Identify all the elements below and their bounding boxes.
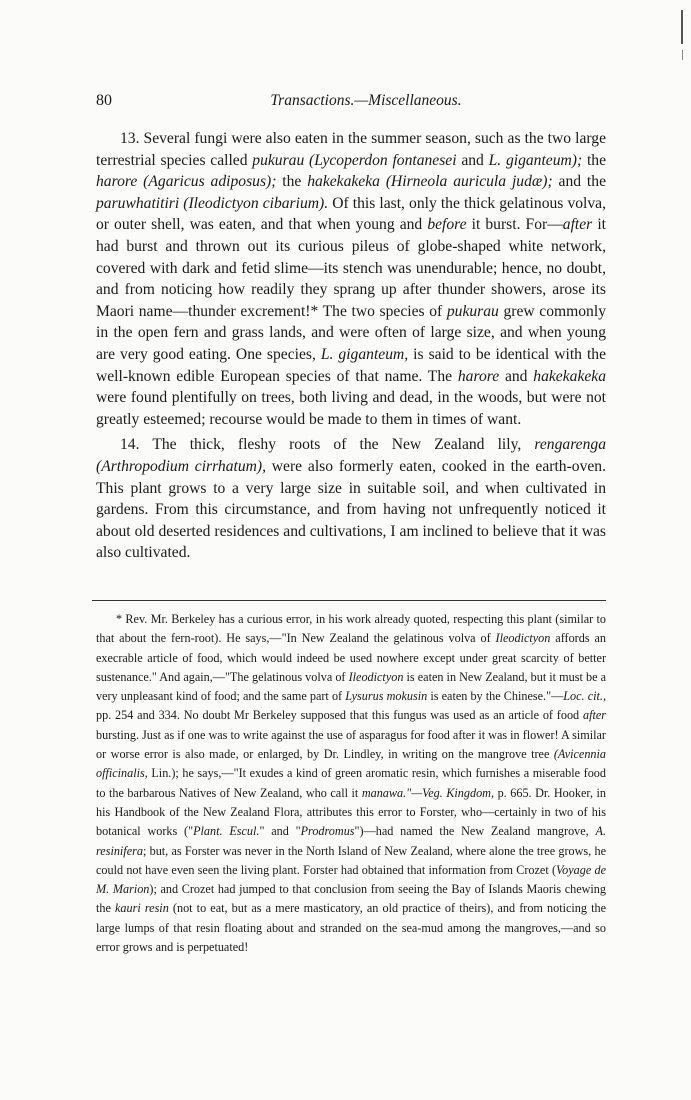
page-header — [96, 92, 606, 112]
footnote — [96, 610, 606, 957]
footnote-text: * Rev. Mr. Berkeley has a curious error, in his work already quoted, respecting this plant (similar to that about the fern-root). He says,—"In New Zealand the gelatinous volva of Ileodictyon affords an execrable article of food, which would indeed be used nowhere except under great scarcity of better sustenance." And again,—"The gelatinous volva of Ileodictyon is eaten in New Zealand, but it must be a very unpleasant kind of food; and the same part of Lysurus mokusin is eaten by the Chinese."—Loc. cit., pp. 254 and 334. No doubt Mr Berkeley supposed that this fungus was used as an article of food after bursting. Just as if one was to write against the use of asparagus for food after it was in flower! A similar or worse error is also made, or enlarged, by Dr. Lindley, in writing on the mangrove tree (Avicennia officinalis, Lin.); he says,—"It exudes a kind of green aromatic resin, which furnishes a miserable food to the barbarous Natives of New Zealand, who call it manawa."—Veg. Kingdom, p. 665. Dr. Hooker, in his Handbook of the New Zealand Flora, attributes this error to Forster, who—certainly in two of his botanical works ("Plant. Escul." and "Prodromus")—had named the New Zealand mangrove, A. resinifera; but, as Forster was never in the North Island of New Zealand, where alone the tree grows, he could not have even seen the living plant. Forster had obtained that information from Crozet (Voyage de M. Marion); and Crozet had jumped to that conclusion from seeing the Bay of Islands Maoris chewing the kauri resin (not to eat, but as a mere masticatory, an old practice of theirs), and from noticing the large lumps of that resin floating about and stranded on the sea-mud among the mangroves,—and so error grows and is perpetuated! — [96, 612, 607, 955]
page-number: 80 — [96, 92, 112, 109]
paragraph-13: 13. Several fungi were also eaten in the summer season, such as the two large terrestrial species called pukurau (Lycoperdon fontanesei and L. giganteum); the harore (Agaricus adiposus); the hakekakeka (Hirneola auricula judæ); and the paruwhatitiri (Ileodictyon cibarium). Of this last, only the thick gelatinous volva, or outer shell, was eaten, and that when young and before it burst. For—after it had burst and thrown out its curious pileus of globe-shaped white network, covered with dark and fetid slime—its stench was unendurable; hence, no doubt, and from noticing how readily they sprang up after thunder showers, arose its Maori name—thunder excrement!* The two species of pukurau grew commonly in the open fern and grass lands, and were often of large size, and when young are very good eating. One species, L. giganteum, is said to be identical with the well-known edible European species of that name. The harore and hakekakeka were found plentifully on trees, both living and dead, in the woods, but were not greatly esteemed; recourse would be made to them in times of want. — [96, 130, 607, 428]
paragraph-14: 14. The thick, fleshy roots of the New Zealand lily, rengarenga (Arthropodium cirrhatum), were also formerly eaten, cooked in the earth-oven. This plant grows to a very large size in suitable soil, and when cultivated in gardens. From this circumstance, and from having not unfrequently noticed it about old deserted residences and cultivations, I am inclined to believe that it was also cultivated. — [96, 436, 606, 562]
main-text — [96, 128, 606, 568]
footnote-divider — [92, 600, 606, 601]
running-title: Transactions.—Miscellaneous. — [270, 92, 462, 109]
page-edge-mark — [681, 10, 683, 44]
page-edge-mark — [682, 50, 683, 60]
